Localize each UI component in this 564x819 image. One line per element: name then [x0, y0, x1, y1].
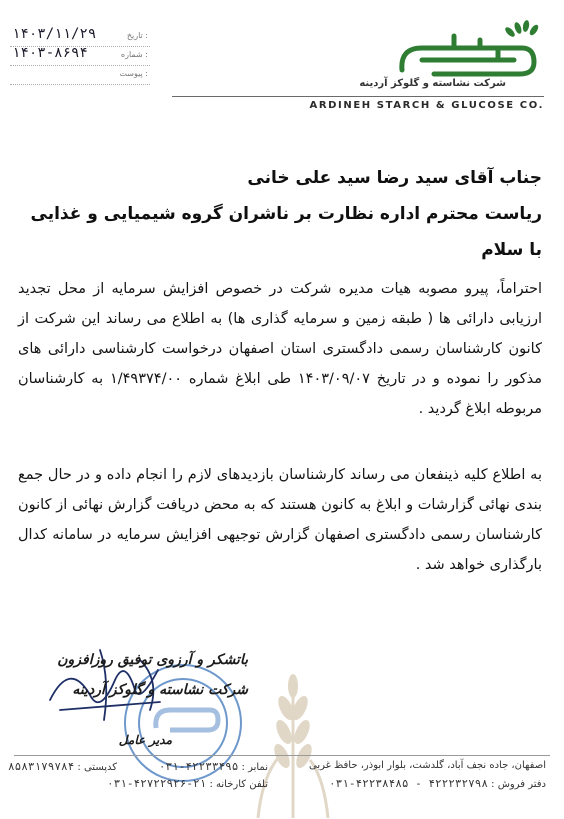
closing-line: باتشکر و آرزوی توفیق روزافزون [57, 652, 248, 668]
letter-date: ۱۴۰۳/۱۱/۲۹ [12, 26, 97, 42]
footer-address: اصفهان، جاده نجف آباد، گلدشت، بلوار ابوذر، حافظ غربی [308, 760, 546, 771]
sales-label: دفتر فروش : [491, 779, 546, 790]
fax-number: ۰۳۱-۴۲۲۳۳۴۹۵ [158, 760, 239, 773]
phone-number: ۰۳۱-۴۲۷۲۲۹۲۶-۲۱ [106, 777, 207, 790]
body-paragraph-1: احتراماً، پیرو مصوبه هیات مدیره شرکت در خصوص افزایش سرمایه از محل تجدید ارزیابی دارائی ها ( طبقه زمین و سرمایه گذاری ها) به اطلاع می رساند این شرکت از کانون کارشناسان رسمی دادگستری استان اصفهان درخواست کارشناسی دارائی های مذکور را نموده و در تاریخ ۱۴۰۳/۰۹/۰۷ طی ابلاغ شماره ۱/۴۹۳۷۴/۰۰ به کارشناسان مربوطه ابلاغ گردید . [18, 281, 543, 417]
addressee-name: جناب آقای سید رضا سید علی خانی [247, 168, 542, 188]
addressee-title: ریاست محترم اداره نظارت بر ناشران گروه شیمیایی و غذایی [30, 204, 542, 224]
fax-label: نمابر : [241, 762, 268, 773]
signature-block [18, 645, 248, 705]
body-paragraph-2: به اطلاع کلیه ذینفعان می رساند کارشناسان بازدیدهای لازم را انجام داده و در حال جمع بندی نهائی گزارشات و ابلاغ به کانون هستند که به محض دریافت گزارش نهائی از کانون کارشناسان رسمی دادگستری اصفهان گزارش توجیهی افزایش سرمایه در سامانه کدال بارگذاری خواهد شد . [18, 467, 542, 573]
phone-label: تلفن کارخانه : [209, 779, 268, 790]
letter-meta [10, 28, 150, 85]
signatory-title: مدیر عامل [118, 733, 172, 747]
greeting: با سلام [481, 240, 542, 260]
footer-divider [14, 755, 550, 756]
wheat-watermark-icon [238, 668, 348, 818]
brand-name-en: ARDINEH STARCH & GLUCOSE CO. [309, 100, 544, 111]
meta-number-row [10, 47, 150, 66]
letter-number: ۱۴۰۳-۸۶۹۴ [12, 45, 88, 61]
footer-fax [159, 760, 268, 773]
brand-name-fa: شرکت نشاسته و گلوکز آردینه [359, 78, 506, 89]
footer-phone [107, 777, 268, 790]
footer-sales [329, 777, 546, 790]
postal-label: کدپستی : [77, 762, 118, 773]
signatory-company: شرکت نشاسته و گلوکز آردینه [72, 682, 248, 698]
meta-attachment-row [10, 66, 150, 85]
postal-code: ۸۵۸۳۱۷۹۷۸۴ [8, 760, 75, 773]
meta-date-label: تاریخ : [126, 31, 148, 40]
footer-postal [8, 760, 117, 773]
meta-number-label: شماره : [120, 50, 148, 59]
meta-attachment-label: پیوست : [119, 69, 148, 78]
header-divider [172, 96, 544, 97]
sales-number: ۰۳۱-۴۲۲۳۸۴۸۵ - ۴۲۲۲۳۲۷۹۸ [329, 777, 488, 790]
